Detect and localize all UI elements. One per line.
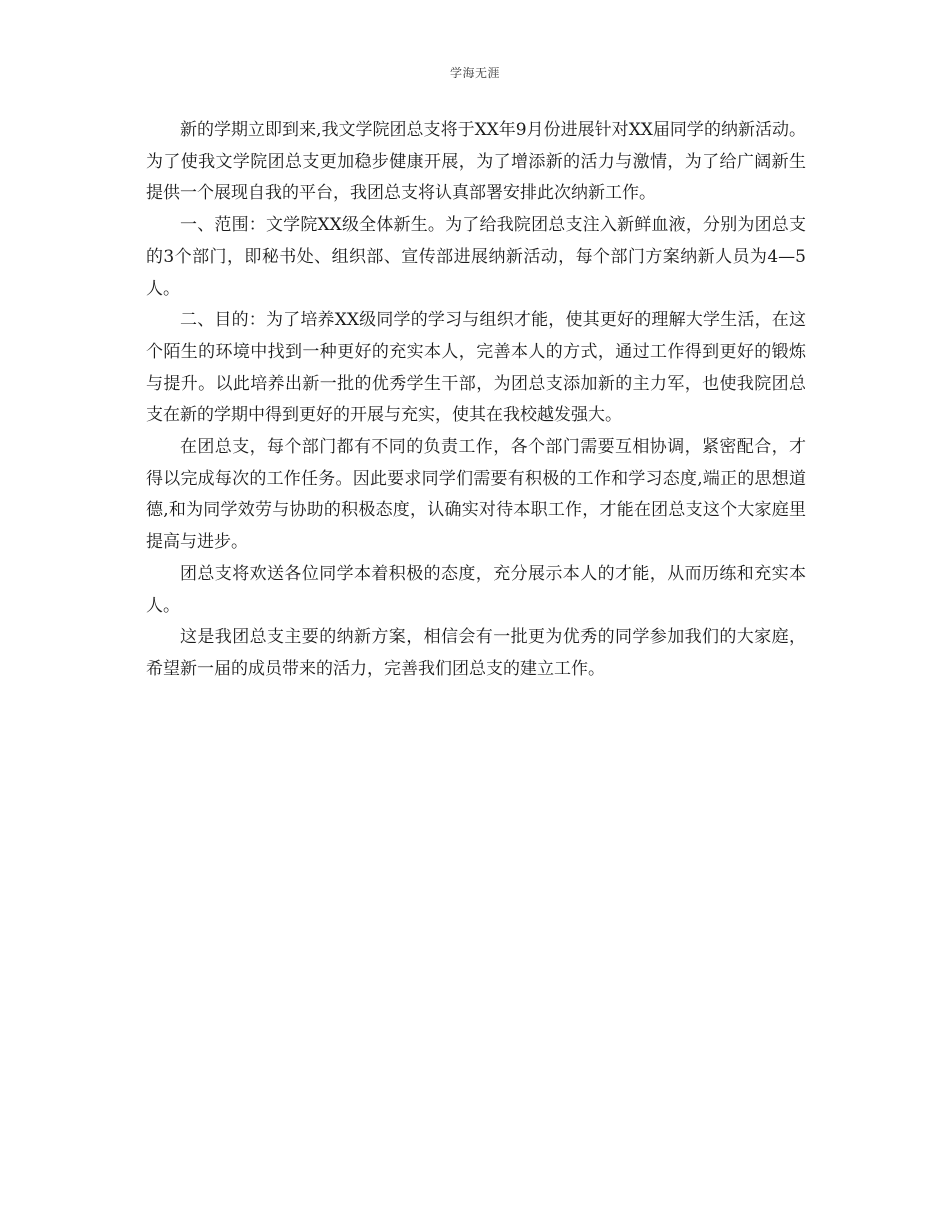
paragraph-scope: 一、范围：文学院XX级全体新生。为了给我院团总支注入新鲜血液，分别为团总支的3个部门，即秘书处、组织部、宣传部进展纳新活动，每个部门方案纳新人员为4—5人。 bbox=[146, 215, 806, 299]
paragraph-welcome: 团总支将欢送各位同学本着积极的态度，充分展示本人的才能，从而历练和充实本人。 bbox=[146, 563, 806, 616]
page-header: 学海无涯 bbox=[449, 66, 500, 80]
paragraph-conclusion: 这是我团总支主要的纳新方案，相信会有一批更为优秀的同学参加我们的大家庭，希望新一届的成员带来的活力，完善我们团总支的建立工作。 bbox=[146, 627, 806, 679]
paragraph-purpose: 二、目的：为了培养XX级同学的学习与组织才能，使其更好的理解大学生活，在这个陌生的环境中找到一种更好的充实本人，完善本人的方式，通过工作得到更好的锻炼与提升。以此培养出新一批的优秀学生干部，为团总支添加新的主力军，也使我院团总支在新的学期中得到更好的开展与充实，使其在我校越发强大。 bbox=[146, 310, 806, 426]
paragraph-requirements: 在团总支，每个部门都有不同的负责工作，各个部门需要互相协调，紧密配合，才得以完成每次的工作任务。因此要求同学们需要有积极的工作和学习态度,端正的思想道德,和为同学效劳与协助的积极态度，认确实对待本职工作，才能在团总支这个大家庭里提高与进步。 bbox=[146, 437, 806, 553]
paragraph-intro: 新的学期立即到来,我文学院团总支将于XX年9月份进展针对XX届同学的纳新活动。为了使我文学院团总支更加稳步健康开展，为了增添新的活力与激情，为了给广阔新生提供一个展现自我的平台，我团总支将认真部署安排此次纳新工作。 bbox=[146, 120, 806, 204]
document-body bbox=[146, 115, 806, 686]
